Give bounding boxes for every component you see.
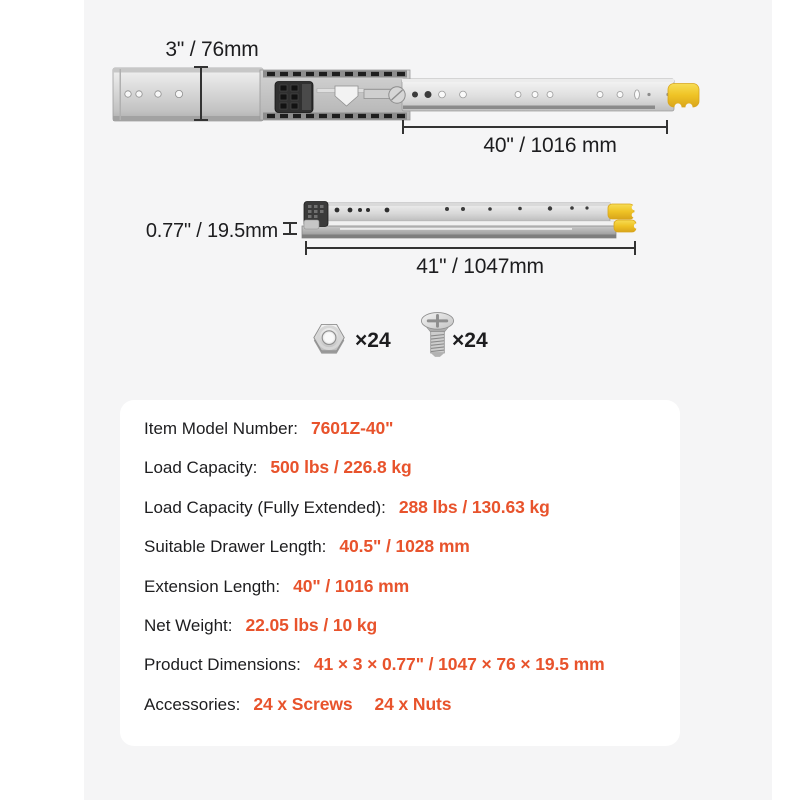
spec-row [144,654,656,693]
yellow-release-handle [668,84,699,108]
yellow-release-handle [608,204,634,219]
spec-row [144,615,656,654]
dimension-cap-bottom [194,119,208,121]
dimension-line-length [305,247,636,249]
spec-row [144,694,656,733]
spec-value: 24 x Nuts [374,693,452,714]
spec-row [144,418,656,457]
spec-value: 40.5" / 1028 mm [339,536,470,557]
spec-row [144,536,656,575]
spec-label: Item Model Number: [144,419,298,438]
spec-card [120,400,680,746]
spec-value: 40" / 1016 mm [293,575,410,596]
spec-label: Extension Length: [144,576,281,596]
length-dimension-label: 41" / 1047mm [416,255,544,278]
spec-label: Product Dimensions: [144,655,301,675]
spec-value: 288 lbs / 130.63 kg [398,496,550,517]
dimension-line-extension [402,126,668,128]
dimension-tick-right [666,120,668,134]
closed-drawer-slide-illustration [300,198,640,242]
spec-value: 22.05 lbs / 10 kg [245,614,378,635]
nut-count-label: ×24 [355,329,391,352]
hex-nut-icon [311,321,349,359]
screw-count-label: ×24 [452,329,488,352]
slide-height-dimension-label: 0.77" / 19.5mm [145,220,278,242]
screw-icon [419,311,456,358]
spec-value: 500 lbs / 226.8 kg [270,457,412,478]
extension-dimension-label: 40" / 1016 mm [483,134,617,157]
spec-row [144,457,656,496]
spec-row [144,497,656,536]
spec-value: 24 x Screws [253,693,353,714]
spec-label: Net Weight: [144,615,233,635]
spec-value: 41 × 3 × 0.77" / 1047 × 76 × 19.5 mm [313,654,605,675]
slide-width-dimension-label: 3" / 76mm [165,38,259,61]
dimension-line-vertical [200,66,202,121]
spec-label: Accessories: [144,694,241,714]
spec-label: Load Capacity: [144,458,258,478]
spec-label: Load Capacity (Fully Extended): [144,497,386,517]
spec-value: 7601Z-40" [311,418,394,438]
spec-row [144,576,656,615]
dimension-tick-right [634,241,636,255]
spec-label: Suitable Drawer Length: [144,537,327,557]
